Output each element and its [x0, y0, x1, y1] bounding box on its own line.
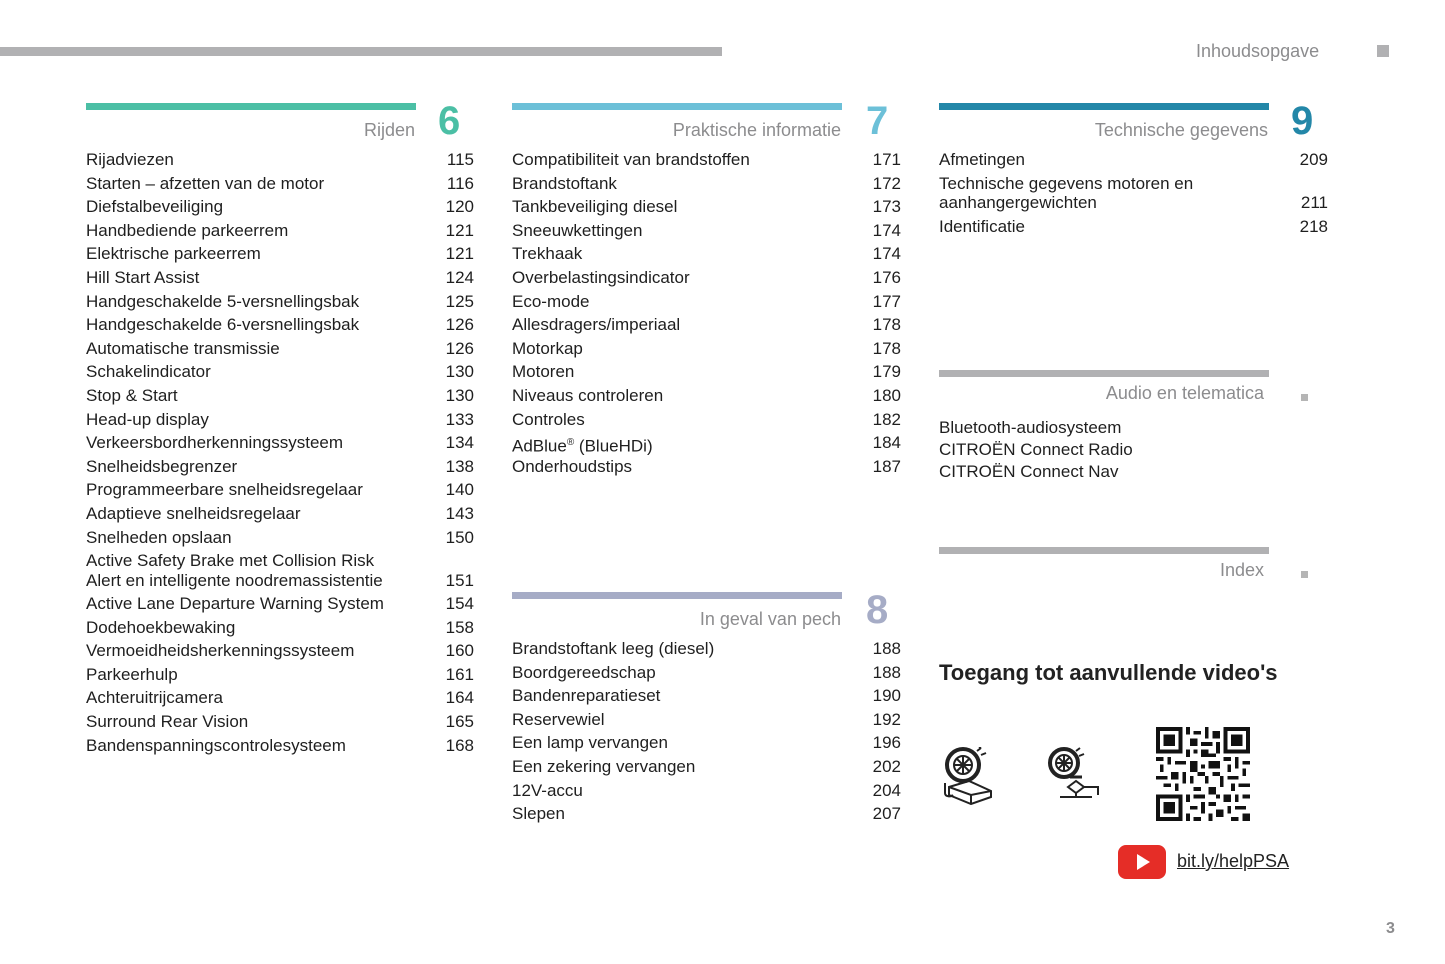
page-title: Inhoudsopgave [1196, 41, 1320, 61]
section-praktisch-bar [512, 103, 842, 110]
section-praktisch-number[interactable]: 7 [866, 99, 889, 143]
section-index-bar [939, 547, 1269, 554]
section-rijden-bar [86, 103, 416, 110]
section-audio-square [1301, 394, 1308, 401]
youtube-icon[interactable] [1118, 845, 1166, 879]
header-square-marker [1377, 45, 1389, 57]
section-rijden-title[interactable]: Rijden [363, 120, 415, 140]
section-pech-bar [512, 592, 842, 599]
section-pech-title[interactable]: In geval van pech [699, 609, 841, 629]
wheel-repair-kit-icon[interactable] [943, 747, 995, 805]
page-number: 3 [1386, 920, 1395, 937]
toc-list-praktisch: Compatibiliteit van brandstoffen 171 Brandstoftank 172 Tankbeveiliging diesel 173 Sneeuwkettingen 174 Trekhaak 174 Overbelastingsindicator 176 Eco-mode 177 Allesdragers/imperiaal 178 Motorkap 178 Motoren 179 Niveaus controleren 180 Controles 182 AdBlue® (BlueHDi) 184 Onderhoudstips 187 [512, 150, 901, 476]
section-index-title[interactable]: Index [1219, 560, 1264, 580]
qr-code-icon[interactable] [1156, 727, 1250, 821]
toc-list-rijden: Rijadviezen 115 Starten – afzetten van de motor 116 Diefstalbeveiliging 120 Handbediende parkeerrem 121 Elektrische parkeerrem 121 Hill Start Assist 124 Handgeschakelde 5-versnellingsbak 125 Handgeschakelde 6-versnellingsbak 126 Automatische transmissie 126 Schakelindicator 130 Stop & Start 130 Head-up display 133 Verkeersbordherkenningssysteem 134 Snelheidsbegrenzer 138 Programmeerbare snelheidsregelaar 140 Adaptieve snelheidsregelaar 143 Snelheden opslaan 150 Active Safety Brake met Collision Risk Alert en intelligente noodremassistentie 151 Active Lane Departure Warning System 154 Dodehoekbewaking 158 Vermoeidheidsherkenningssysteem 160 Parkeerhulp 161 Achteruitrijcamera 164 Surround Rear Vision 165 Bandenspanningscontrolesysteem 168 [86, 150, 474, 755]
wheel-jack-icon[interactable] [1046, 747, 1102, 805]
section-index-square [1301, 571, 1308, 578]
section-technisch-number[interactable]: 9 [1291, 99, 1314, 143]
section-audio-title[interactable]: Audio en telematica [1105, 383, 1264, 403]
header-bar [0, 47, 722, 56]
section-technisch-title[interactable]: Technische gegevens [1094, 120, 1268, 140]
toc-list-audio: Bluetooth-audiosysteem CITROËN Connect Radio CITROËN Connect Nav [939, 418, 1133, 481]
section-rijden-number[interactable]: 6 [438, 99, 461, 143]
youtube-link[interactable]: bit.ly/helpPSA [1177, 851, 1290, 871]
section-pech-number[interactable]: 8 [866, 588, 889, 632]
section-praktisch-title[interactable]: Praktische informatie [672, 120, 841, 140]
toc-list-pech: Brandstoftank leeg (diesel) 188 Boordgereedschap 188 Bandenreparatieset 190 Reservewiel 192 Een lamp vervangen 196 Een zekering vervangen 202 12V-accu 204 Slepen 207 [512, 639, 901, 824]
section-audio-bar [939, 370, 1269, 377]
section-technisch-bar [939, 103, 1269, 110]
toc-list-technisch: Afmetingen 209 Technische gegevens motoren en aanhangergewichten 211 Identificatie 218 [939, 150, 1328, 236]
videos-title: Toegang tot aanvullende video's [939, 660, 1278, 685]
